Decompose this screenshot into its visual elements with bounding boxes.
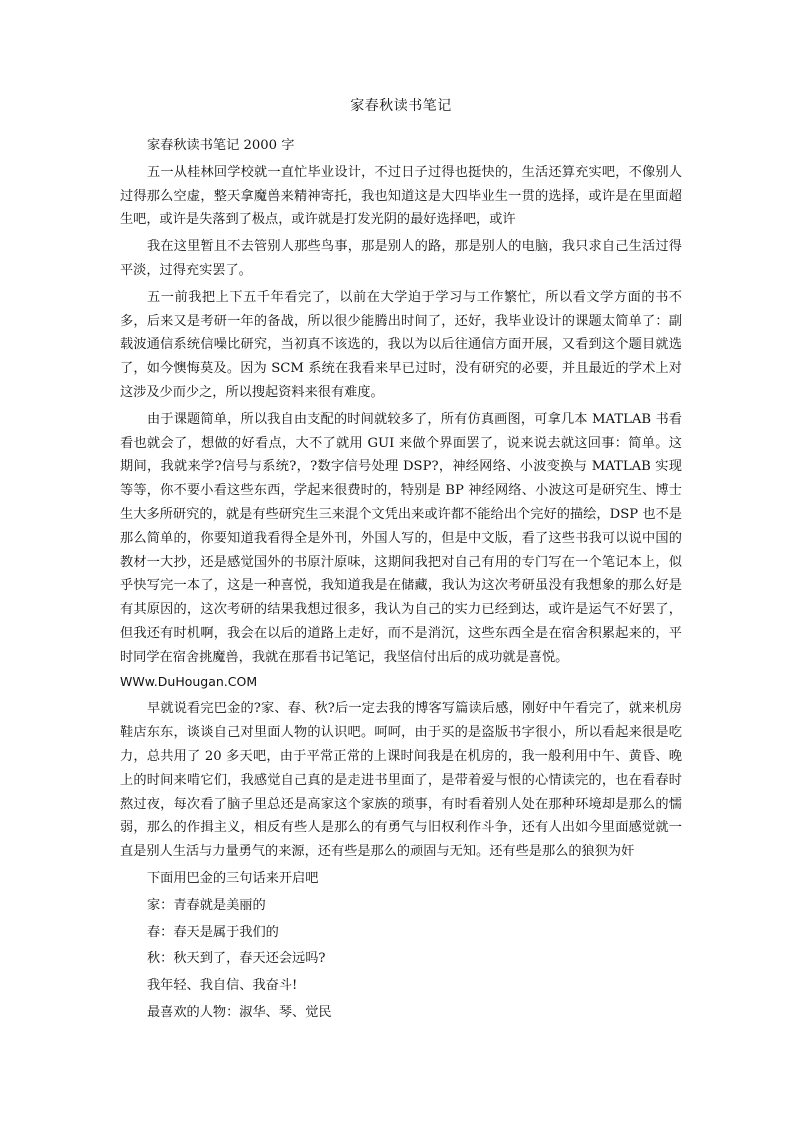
document-subtitle: 家春秋读书笔记 2000 字 bbox=[147, 138, 295, 153]
paragraph-3: 五一前我把上下五千年看完了，以前在大学迫于学习与工作繁忙，所以看文学方面的书不多，后来又是考研一年的备战，所以很少能腾出时间了，还好，我毕业设计的课题太简单了：副载波通信系统信噪比研究，当初真不该选的，我以为以后往通信方面开展，又看到这个题目就选了，如今懊悔莫及。因为 SCM 系统在我看来早已过时，没有研究的必要，并且最近的学术上对这涉及少而少之，所以搜起资料来很有难度。 bbox=[120, 289, 682, 400]
motto-line: 我年轻、我自信、我奋斗! bbox=[147, 978, 298, 994]
watermark-line bbox=[120, 670, 682, 695]
quote-qiu: 秋：秋天到了，春天还会远吗? bbox=[147, 951, 326, 967]
quote-intro: 下面用巴金的三句话来开启吧 bbox=[147, 870, 319, 886]
paragraph-1: 五一从桂林回学校就一直忙毕业设计，不过日子过得也挺快的，生活还算充实吧，不像别人过得那么空虚，整天拿魔兽来精神寄托，我也知道这是大四毕业生一贯的选择，或许是在里面超生吧，或许是失落到了极点，或许就是打发光阴的最好选择吧，或许 bbox=[120, 164, 682, 228]
paragraph-5: 早就说看完巴金的?家、春、秋?后一定去我的博客写篇读后感，刚好中午看完了，就来机房鞋店东东，谈谈自己对里面人物的认识吧。呵呵，由于买的是盗版书字很小，所以看起来很是吃力，总共用了 20 多天吧，由于平常正常的上课时间我是在机房的，我一般利用中午、黄昏、晚上的时间来啃它们，我感觉自己真的是走进书里面了，是带着爱与恨的心情读完的，也在看春时熬过夜，每次看了脑子里总还是高家这个家族的琐事，有时看着别人处在那种环境却是那么的懦弱，那么的作揖主义，相反有些人是那么的有勇气与旧权利作斗争，还有人出如今里面感觉就一直是别人生活与力量勇气的来源，还有些是那么的顽固与无知。还有些是那么的狼狈为奸 bbox=[120, 701, 682, 860]
favorite-characters: 最喜欢的人物：淑华、琴、觉民 bbox=[147, 1004, 332, 1020]
paragraph-2: 我在这里暂且不去管别人那些鸟事，那是别人的路，那是别人的电脑，我只求自己生活过得平淡，过得充实罢了。 bbox=[120, 239, 682, 278]
document-title: 家春秋读书笔记 bbox=[350, 98, 452, 114]
quote-chun: 春：春天是属于我们的 bbox=[147, 924, 279, 940]
document-page bbox=[120, 96, 682, 1028]
quote-jia: 家：青春就是美丽的 bbox=[147, 897, 266, 913]
paragraph-4: 由于课题简单，所以我自由支配的时间就较多了，所有仿真画图，可拿几本 MATLAB 书看看也就会了，想做的好看点，大不了就用 GUI 来做个界面罢了，说来说去就这回事：简单。这期间，我就来学?信号与系统?，?数字信号处理 DSP?，神经网络、小波变换与 MATLAB 实现等等，你不要小看这些东西，学起来很费时的，特别是 BP 神经网络、小波这可是研究生、博士生大多所研究的，就是有些研究生三来混个文凭出来或许都不能给出个完好的描绘，DSP 也不是那么简单的，你要知道我看得全是外刊，外国人写的，但是中文版，看了这些书我可以说中国的教材一大抄，还是感觉国外的书原汁原味，这期间我把对自己有用的专门写在一个笔记本上，似乎快写完一本了，这是一种喜悦，我知道我是在储藏，我认为这次考研虽没有我想象的那么好是有其原因的，这次考研的结果我想过很多，我认为自己的实力已经到达，或许是运气不好罢了，但我还有时机啊，我会在以后的道路上走好，而不是消沉，这些东西全是在宿舍积累起来的，平时同学在宿舍挑魔兽，我就在那看书记笔记，我坚信付出后的成功就是喜悦。 bbox=[120, 411, 682, 665]
watermark-text: WWw.DuHougan.COM bbox=[120, 673, 258, 689]
